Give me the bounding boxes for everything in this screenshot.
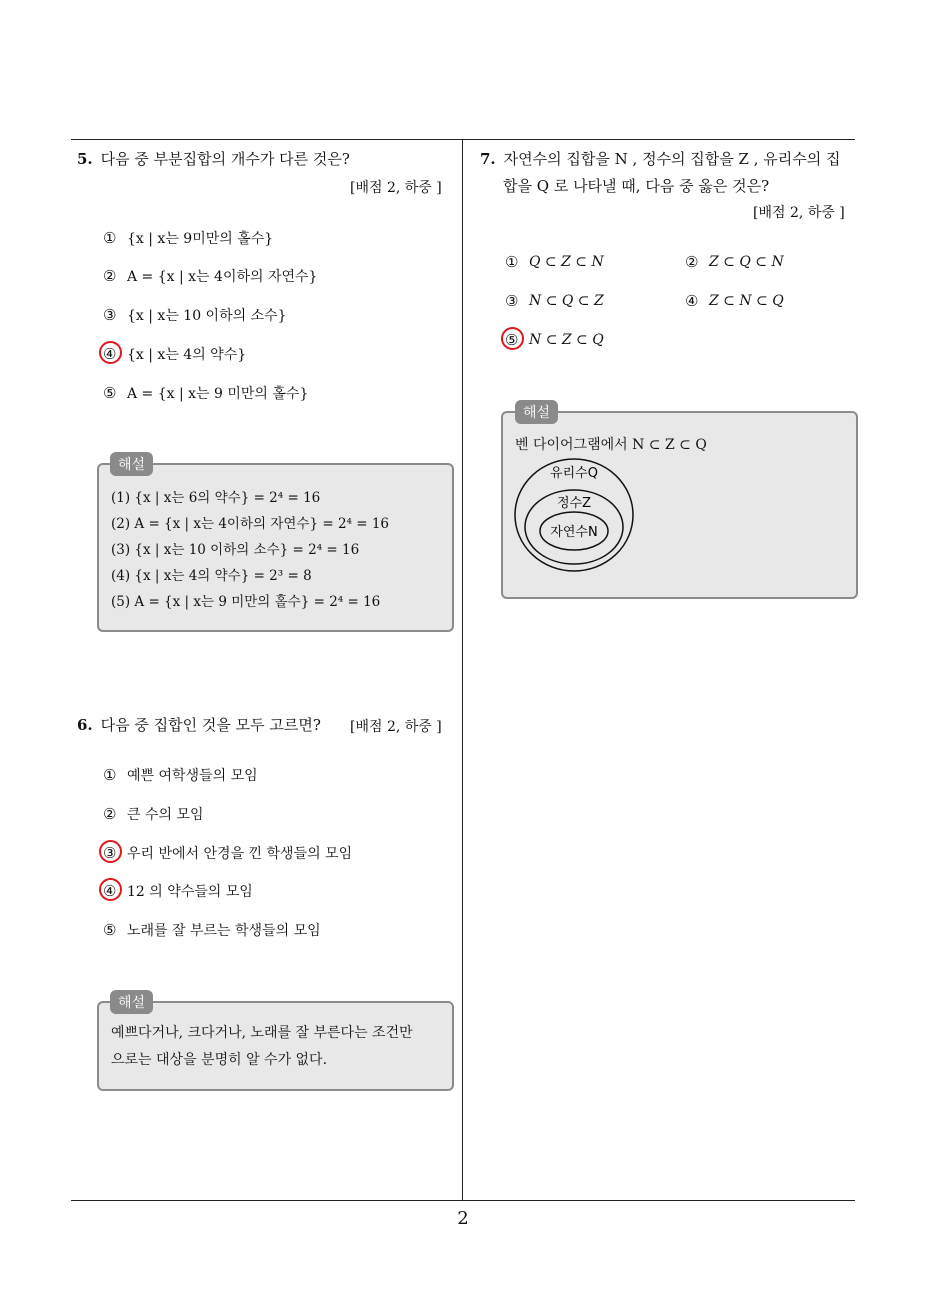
q7-solution-tag: 해설 [515, 400, 558, 424]
option-mark: ① [505, 253, 519, 271]
column-divider [462, 140, 463, 1201]
q6-option-3[interactable] [103, 843, 352, 863]
q7-question-line2: 합을 Q 로 나타낼 때, 다음 중 옳은 것은? [503, 177, 770, 195]
q6-meta: [배점 2, 하중 ] [350, 719, 442, 735]
q6-question: 다음 중 집합인 것을 모두 고르면? [100, 716, 321, 734]
option-mark: ② [685, 253, 699, 271]
option-mark: ③ [505, 292, 519, 310]
q5-question: 다음 중 부분집합의 개수가 다른 것은? [100, 150, 350, 168]
q5-solution-line-4: (4) {x | x는 4의 약수} = 2³ = 8 [111, 568, 312, 584]
option-text: {x | x는 10 이하의 소수} [127, 308, 287, 324]
q5-header [77, 148, 350, 170]
venn-middle-label: 정수Z [556, 496, 592, 511]
q6-header [77, 714, 321, 736]
option-mark: ② [103, 805, 117, 823]
page-number: 2 [457, 1208, 469, 1229]
option-mark: ⑤ [505, 331, 529, 349]
q7-meta: [배점 2, 하중 ] [753, 205, 845, 221]
q7-option-1[interactable] [505, 253, 604, 271]
option-mark: ④ [685, 292, 699, 310]
venn-diagram [512, 455, 642, 575]
q7-solution-text: 벤 다이어그램에서 N ⊂ Z ⊂ Q [515, 437, 707, 453]
option-text: A = {x | x는 4이하의 자연수} [127, 269, 318, 285]
q7-option-3[interactable] [505, 292, 604, 310]
q5-solution-line-2: (2) A = {x | x는 4이하의 자연수} = 2⁴ = 16 [111, 516, 390, 532]
option-text: 우리 반에서 안경을 낀 학생들의 모임 [127, 846, 353, 862]
q5-solution-line-3: (3) {x | x는 10 이하의 소수} = 2⁴ = 16 [111, 542, 360, 558]
option-mark: ① [103, 229, 117, 247]
q6-solution-box [97, 1001, 454, 1091]
answer-circle-icon [99, 840, 122, 863]
q5-solution-line-1: (1) {x | x는 6의 약수} = 2⁴ = 16 [111, 490, 321, 506]
answer-circle-icon [99, 341, 122, 364]
option-text: N ⊂ Z ⊂ Q [529, 332, 604, 348]
option-mark: ⑤ [103, 921, 117, 939]
q6-solution-line-2: 으로는 대상을 분명히 알 수가 없다. [111, 1052, 328, 1068]
q7-header [480, 148, 841, 170]
q5-option-2[interactable] [103, 266, 317, 286]
option-mark: ③ [103, 844, 127, 862]
q6-option-1[interactable] [103, 765, 258, 785]
q5-meta: [배점 2, 하중 ] [350, 180, 442, 196]
q7-option-4[interactable] [685, 292, 784, 310]
option-text: 예쁜 여학생들의 모임 [127, 768, 258, 784]
q6-number: 6. [77, 716, 93, 734]
q5-option-1[interactable] [103, 228, 273, 248]
q7-question-line1: 자연수의 집합을 N , 정수의 집합을 Z , 유리수의 집 [503, 150, 841, 168]
option-text: 노래를 잘 부르는 학생들의 모임 [127, 923, 321, 939]
option-mark: ② [103, 267, 117, 285]
q7-option-2[interactable] [685, 253, 784, 271]
q5-solution-tag: 해설 [110, 452, 153, 476]
q7-number: 7. [480, 150, 496, 168]
option-text: {x | x는 4의 약수} [127, 347, 247, 363]
q6-option-2[interactable] [103, 804, 204, 824]
q5-option-4[interactable] [103, 344, 246, 364]
option-text: Q ⊂ Z ⊂ N [529, 254, 604, 270]
venn-outer-label: 유리수Q [550, 466, 598, 481]
q5-solution-line-5: (5) A = {x | x는 9 미만의 홀수} = 2⁴ = 16 [111, 594, 381, 610]
q6-solution-line-1: 예쁘다거나, 크다거나, 노래를 잘 부른다는 조건만 [111, 1025, 413, 1041]
top-rule [71, 139, 855, 140]
option-mark: ⑤ [103, 384, 117, 402]
option-mark: ④ [103, 882, 127, 900]
option-text: 12 의 약수들의 모임 [127, 884, 253, 900]
option-text: N ⊂ Q ⊂ Z [529, 293, 604, 309]
answer-circle-icon [501, 327, 524, 350]
answer-circle-icon [99, 878, 122, 901]
venn-inner-label: 자연수N [550, 525, 598, 540]
q7-option-5[interactable] [505, 331, 604, 349]
option-text: 큰 수의 모임 [127, 807, 204, 823]
q5-option-3[interactable] [103, 305, 287, 325]
option-text: Z ⊂ N ⊂ Q [709, 293, 784, 309]
q6-solution-tag: 해설 [110, 990, 153, 1014]
option-text: Z ⊂ Q ⊂ N [709, 254, 784, 270]
option-text: {x | x는 9미만의 홀수} [127, 231, 274, 247]
option-mark: ① [103, 766, 117, 784]
q6-option-4[interactable] [103, 881, 253, 901]
bottom-rule [71, 1200, 855, 1201]
q5-option-5[interactable] [103, 383, 308, 403]
option-mark: ③ [103, 306, 117, 324]
q5-number: 5. [77, 150, 93, 168]
option-text: A = {x | x는 9 미만의 홀수} [127, 386, 309, 402]
option-mark: ④ [103, 345, 127, 363]
q6-option-5[interactable] [103, 920, 321, 940]
